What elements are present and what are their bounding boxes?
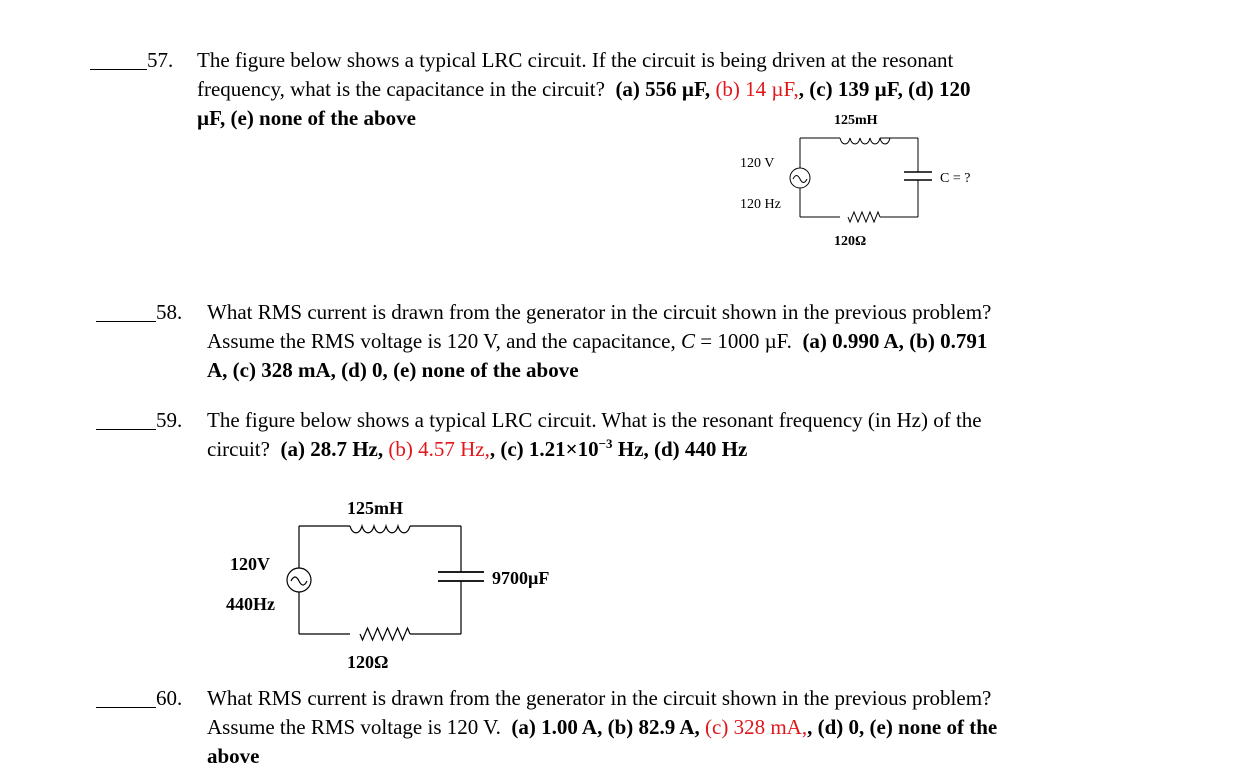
choice-a: (a) 556 µF, <box>615 77 711 101</box>
inductor-symbol <box>840 138 890 144</box>
question-text-line: What RMS current is drawn from the generator in the circuit shown in the previous problem? <box>207 300 992 324</box>
choice-e: (e) none of the <box>869 715 998 739</box>
choice-c: (c) 328 mA, <box>232 358 336 382</box>
frequency-label: 440Hz <box>226 594 275 614</box>
choice-e: (e) none of the above <box>230 106 416 130</box>
choice-c: (c) 139 µF, <box>809 77 903 101</box>
choice-e: (e) none of the above <box>393 358 579 382</box>
voltage-label: 120 V <box>740 156 775 171</box>
voltage-label: 120V <box>230 554 270 574</box>
choice-b: (b) 0.791 <box>909 329 988 353</box>
choice-b-unit: A, <box>207 358 228 382</box>
choice-d: (d) 0, <box>817 715 865 739</box>
answer-blank[interactable] <box>96 429 156 430</box>
resistor-symbol <box>848 212 880 222</box>
choice-b: (b) 14 µF, <box>715 77 799 101</box>
question-number: 59. <box>156 408 183 432</box>
question-text-line: frequency, what is the capacitance in the circuit? <box>197 77 605 101</box>
capacitance-symbol: C <box>680 329 695 353</box>
choice-a: (a) 28.7 Hz, <box>280 437 384 461</box>
answer-blank[interactable] <box>90 69 147 70</box>
choice-b: (b) 82.9 A, <box>607 715 700 739</box>
question-text-line: The figure below shows a typical LRC circuit. What is the resonant frequency (in Hz) of the <box>207 408 982 432</box>
choice-e-end: above <box>207 744 260 768</box>
question-number: 57. <box>147 48 174 72</box>
choice-c: (c) 328 mA, <box>705 715 808 739</box>
inductor-label: 125mH <box>347 498 403 518</box>
capacitor-label: C = ? <box>940 171 971 186</box>
frequency-label: 120 Hz <box>740 197 781 212</box>
choice-d: (d) 120 <box>908 77 971 101</box>
resistor-symbol <box>360 628 410 640</box>
resistor-label: 120Ω <box>347 652 389 672</box>
question-text-line: circuit? <box>207 437 270 461</box>
answer-blank[interactable] <box>96 321 156 322</box>
resistor-label: 120Ω <box>834 234 867 249</box>
choice-d-unit: µF, <box>197 106 226 130</box>
choice-a: (a) 1.00 A, <box>511 715 603 739</box>
question-text-line: What RMS current is drawn from the generator in the circuit shown in the previous problem? <box>207 686 992 710</box>
question-text-line: = 1000 µF. <box>700 329 792 353</box>
choice-a: (a) 0.990 A, <box>802 329 904 353</box>
inductor-label: 125mH <box>834 113 878 128</box>
lrc-circuit-diagram-1 <box>730 110 1020 255</box>
choice-d: (d) 440 Hz <box>653 437 748 461</box>
answer-blank[interactable] <box>96 707 156 708</box>
question-text-line: The figure below shows a typical LRC circuit. If the circuit is being driven at the resonant <box>197 48 954 72</box>
capacitor-label: 9700µF <box>492 568 550 588</box>
question-number: 58. <box>156 300 183 324</box>
choice-b: (b) 4.57 Hz, <box>388 437 490 461</box>
question-text-line: Assume the RMS voltage is 120 V. <box>207 715 501 739</box>
question-number: 60. <box>156 686 183 710</box>
inductor-symbol <box>350 526 410 533</box>
choice-c: (c) $1.21\times 10^{-3}$ Hz, <box>500 436 649 461</box>
lrc-circuit-diagram-2 <box>220 492 580 674</box>
question-text-line: Assume the RMS voltage is 120 V, and the capacitance, <box>207 329 676 353</box>
choice-d: (d) 0, <box>341 358 388 382</box>
